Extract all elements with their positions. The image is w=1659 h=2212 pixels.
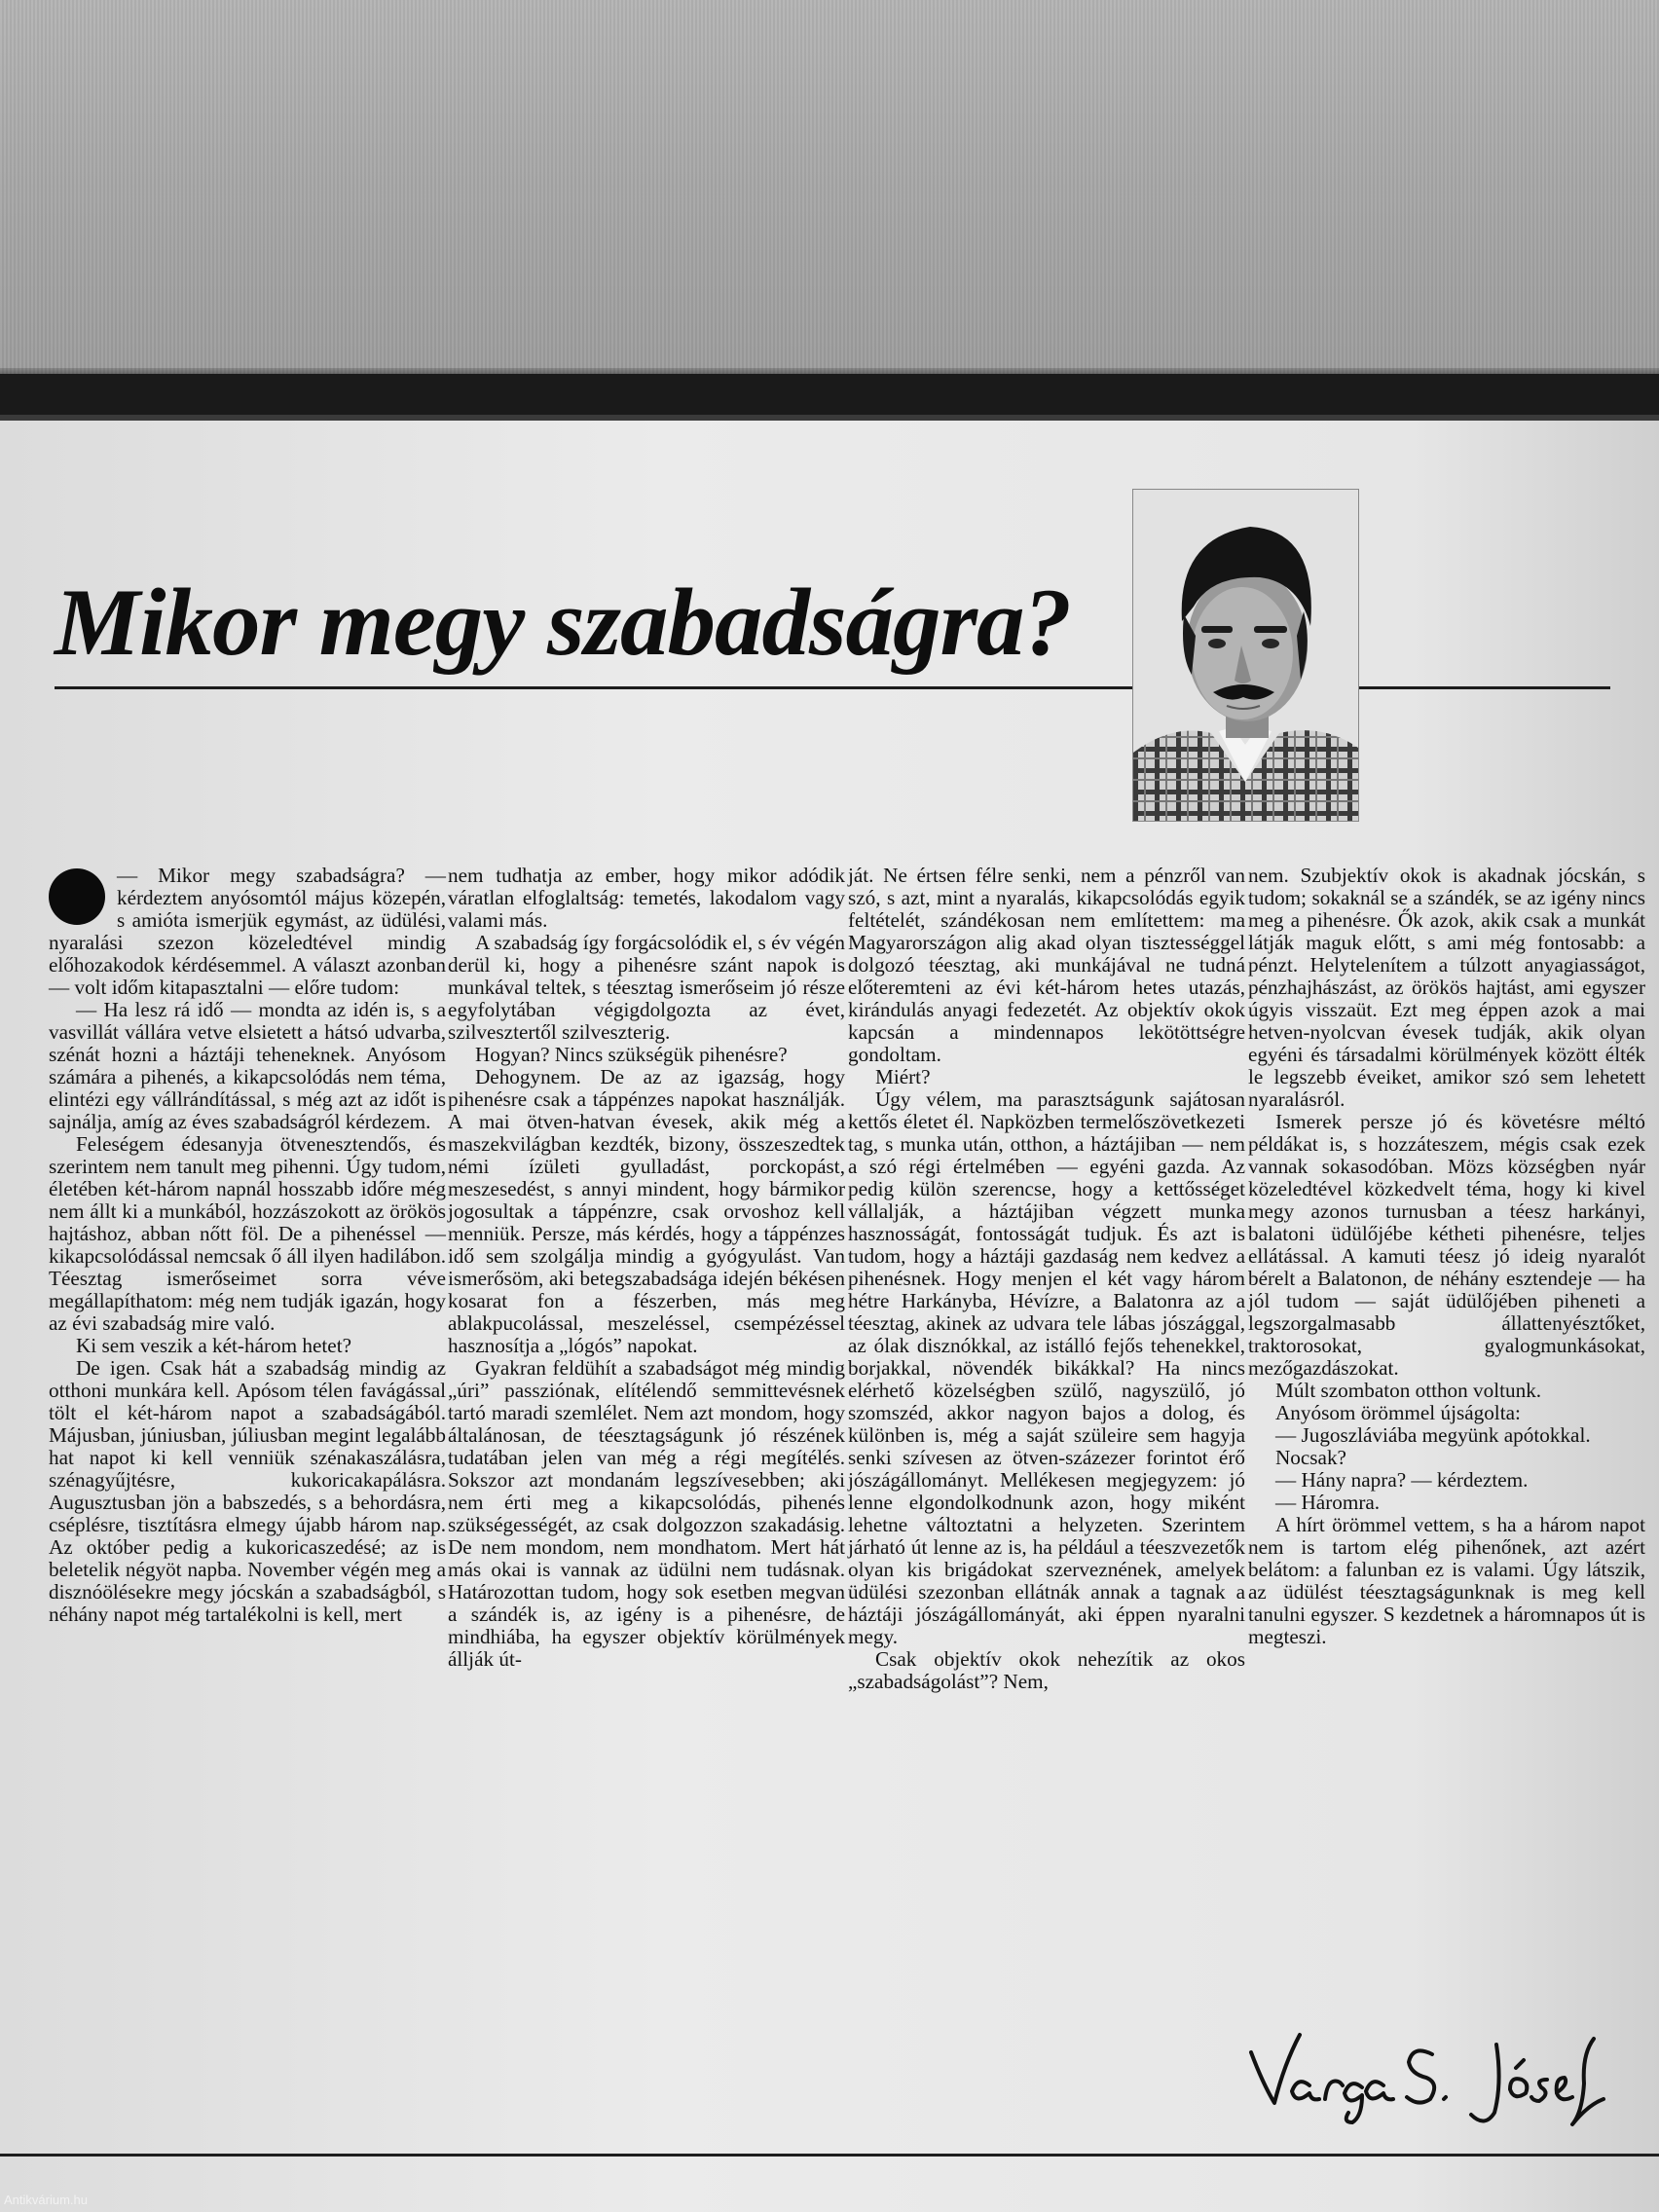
paragraph: De igen. Csak hát a szabadság mindig az otthoni munkára kell. Apósom télen favágással tölt el két-három napot a szabadságából. Májusban, júniusban, júliusban megint legalább hat napot ki kell venniük szénakaszálásra, szénagyűjtésre, kukoricakapálásra. Augusztusban jön a babszedés, s a behordásra, cséplésre, tisztításra elmegy újabb három nap. Az október pedig a kukoricaszedésé; az is beletelik négyöt napba. November végén meg a disznóölésekre megy jócskán a szabadságból, s néhány napot még tartalékolni is kell, mert	[49, 1356, 446, 1626]
article-column-2	[448, 865, 845, 1671]
paragraph: A hírt örömmel vettem, s ha a három napot nem is tartom elég pihenőnek, azt azért belátom: a falunban ez is valami. Úgy látszik, az üdülést téesztagságunknak is meg kell tanulni egyszer. S kezdetnek a háromnapos út is megteszi.	[1248, 1513, 1645, 1648]
article-column-3	[848, 865, 1245, 1693]
paragraph: Gyakran feldühít a szabadságot még mindig „úri” passziónak, elítélendő semmittevésnek tartó maradi szemlélet. Nem azt mondom, hogy általánosan, de téesztagságunk jó részének tudatában jelen van még a régi megítélés. Sokszor azt mondanám legszívesebben; aki nem érti meg a kikapcsolódás, pihenés szükségességét, az csak dolgozzon szakadásig. De nem mondom, nem mondhatom. Mert hát más okai is vannak az üdülni nem tudásnak. Határozottan tudom, hogy sok esetben megvan a szándék is, az igény is a pihenésre, de mindhiába, ha egyszer objektív körülmények állják út-	[448, 1356, 845, 1671]
paragraph: Csak objektív okok nehezítik az okos „szabadságolást”? Nem,	[848, 1647, 1245, 1693]
paragraph: Ki sem veszik a két-három hetet?	[76, 1334, 351, 1357]
paragraph: Miért?	[875, 1065, 931, 1088]
paragraph: — Jugoszláviába megyünk apótokkal.	[1275, 1423, 1591, 1447]
paragraph: Ismerek persze jó és követésre méltó példákat is, s hozzáteszem, mégis csak ezek vannak sokasodóban. Mözs községben nyár közeledtével közkedvelt téma, hogy ki kivel megy azonos turnusban a téesz harkányi, balatoni üdülőjébe kétheti pihenésre, teljes ellátással. A kamuti téesz jó ideig nyaralót bérelt a Balatonon, de néhány esztendeje — ha jól tudom — saját üdülőjében piheneti a legszorgalmasabb állattenyésztőket, traktorosokat, gyalogmunkásokat, mezőgazdászokat.	[1248, 1110, 1645, 1380]
paragraph: nem tudhatja az ember, hogy mikor adódik váratlan elfoglaltság: temetés, lakodalom vagy valami más.	[448, 864, 845, 932]
portrait-photo	[1132, 489, 1359, 822]
paragraph: Nocsak?	[1275, 1446, 1346, 1469]
paragraph: Feleségem édesanyja ötvenesztendős, és szerintem nem tanult meg pihenni. Úgy tudom, életében két-három napnál hosszabb időre még nem állt ki a munkából, hozzászokott az örökös hajtáshoz, abban nőtt föl. De a pihenéssel — kikapcsolódással nemcsak ő áll ilyen hadilábon. Téesztag ismerőseimet sorra véve megállapíthatom: még nem tudják igazán, hogy az évi szabadság mire való.	[49, 1132, 446, 1335]
paragraph: — Hány napra? — kérdeztem.	[1275, 1468, 1529, 1492]
watermark-text: Antikvárium.hu	[4, 2193, 88, 2207]
background-surface	[0, 0, 1659, 374]
title-rule	[55, 686, 1610, 689]
article-title: Mikor megy szabadságra?	[55, 570, 1072, 676]
drop-bullet-icon	[49, 868, 105, 925]
portrait-image	[1133, 490, 1358, 821]
bottom-rule	[0, 2154, 1659, 2157]
author-signature	[1241, 2015, 1621, 2132]
paragraph: Hogyan? Nincs szükségük pihenésre?	[475, 1043, 788, 1066]
paragraph: Anyósom örömmel újságolta:	[1275, 1401, 1521, 1424]
article-column-1	[49, 865, 446, 1626]
paragraph: ját. Ne értsen félre senki, nem a pénzről van szó, s azt, mint a nyaralás, kikapcsolódás egyik feltételét, szándékosan nem említettem: ma Magyarországon alig akad olyan tisztességgel dolgozó téesztag, aki munkájával ne tudná előteremteni az évi két-három hetes utazás, kirándulás anyagi fedezetét. Az objektív okok kapcsán a mindennapos lekötöttségre gondoltam.	[848, 864, 1245, 1066]
paragraph: Dehogynem. De az az igazság, hogy pihenésre csak a táppénzes napokat használják. A mai ötven-hatvan évesek, akik még a maszekvilágban kezdték, bizony, összeszedtek némi ízületi gyulladást, porckopást, meszesedést, s annyi mindent, hogy bármikor jogosultak a táppénzre, csak orvoshoz kell menniük. Persze, más kérdés, hogy a táppénzes idő sem szolgálja mindig a gyógyulást. Van ismerősöm, aki betegszabadsága idején békésen kosarat fon a fészerben, más meg ablakpucolással, meszeléssel, csempézéssel hasznosítja a „lógós” napokat.	[448, 1065, 845, 1357]
paragraph: — Háromra.	[1275, 1491, 1381, 1514]
paragraph: Úgy vélem, ma parasztságunk sajátosan kettős életet él. Napközben termelőszövetkezeti tag, s munka után, otthon, a háztájiban — nem a szó régi értelmében — egyéni gazda. Az pedig külön szerencse, hogy a kettősséget vállalják, a háztájiban végzett munka hasznosságát, fontosságát tudjuk. És azt is tudom, hogy a háztáji gazdaság nem kedvez a pihenésnek. Hogy menjen el két vagy három hétre Harkányba, Hévízre, a Balatonra az a téesztag, akinek az udvara tele lábas jószággal, az ólak disznókkal, az istálló fejős tehenekkel, borjakkal, növendék bikákkal? Ha nincs elérhető közelségben szülő, nagyszülő, jó szomszéd, akkor nagyon bajos a dolog, és különben is, még a saját szüleire sem hagyja senki szívesen az ötven-százezer forintot érő jószágállományt. Mellékesen megjegyzem: jó lenne elgondolkodnunk azon, hogy miként lehetne változtatni a helyzeten. Szerintem járható út lenne az is, ha például a téeszvezetők olyan kis brigádokat szerveznének, amelyek üdülési szezonban ellátnák annak a tagnak a háztáji jószágállományát, aki éppen nyaralni megy.	[848, 1088, 1245, 1648]
top-border-line	[0, 415, 1659, 421]
paragraph: Múlt szombaton otthon voltunk.	[1275, 1379, 1542, 1402]
article-column-4	[1248, 865, 1645, 1648]
paragraph: A szabadság így forgácsolódik el, s év végén derül ki, hogy a pihenésre szánt napok is munkával teltek, s téesztag ismerőseim jó része egyfolytában végigdolgozta az évet, szilvesztertől szilveszterig.	[448, 931, 845, 1044]
top-border-bar	[0, 374, 1659, 415]
paragraph: — Ha lesz rá idő — mondta az idén is, s a vasvillát vállára vetve elsietett a hátsó udvarba, szénát hozni a háztáji teheneknek. Anyósom számára a pihenés, a kikapcsolódás nem téma, elintézi egy vállrándítással, s még azt az időt is sajnálja, amíg az éves szabadságról kérdezem.	[49, 998, 446, 1133]
paragraph: nem. Szubjektív okok is akadnak jócskán, s tudom; sokaknál se a szándék, se az igény nincs meg a pihenésre. Ők azok, akik csak a munkát látják maguk előtt, s ami még fontosabb: a pénzt. Helytelenítem a túlzott anyagiasságot, pénzhajhászást, az örökös hajtást, ami egyszer úgyis visszaüt. Ezt meg éppen azok a mai hetven-nyolcvan évesek tudják, akik olyan egyéni és társadalmi körülmények között élték le legszebb éveiket, amikor szó sem lehetett nyaralásról.	[1248, 864, 1645, 1111]
paragraph: — Mikor megy szabadságra? — kérdeztem anyósomtól május közepén, s amióta ismerjük egymást, az üdülési, nyaralási szezon közeledtével mindig előhozakodok kérdésemmel. A választ azonban — volt időm kitapasztalni — előre tudom:	[49, 864, 446, 999]
